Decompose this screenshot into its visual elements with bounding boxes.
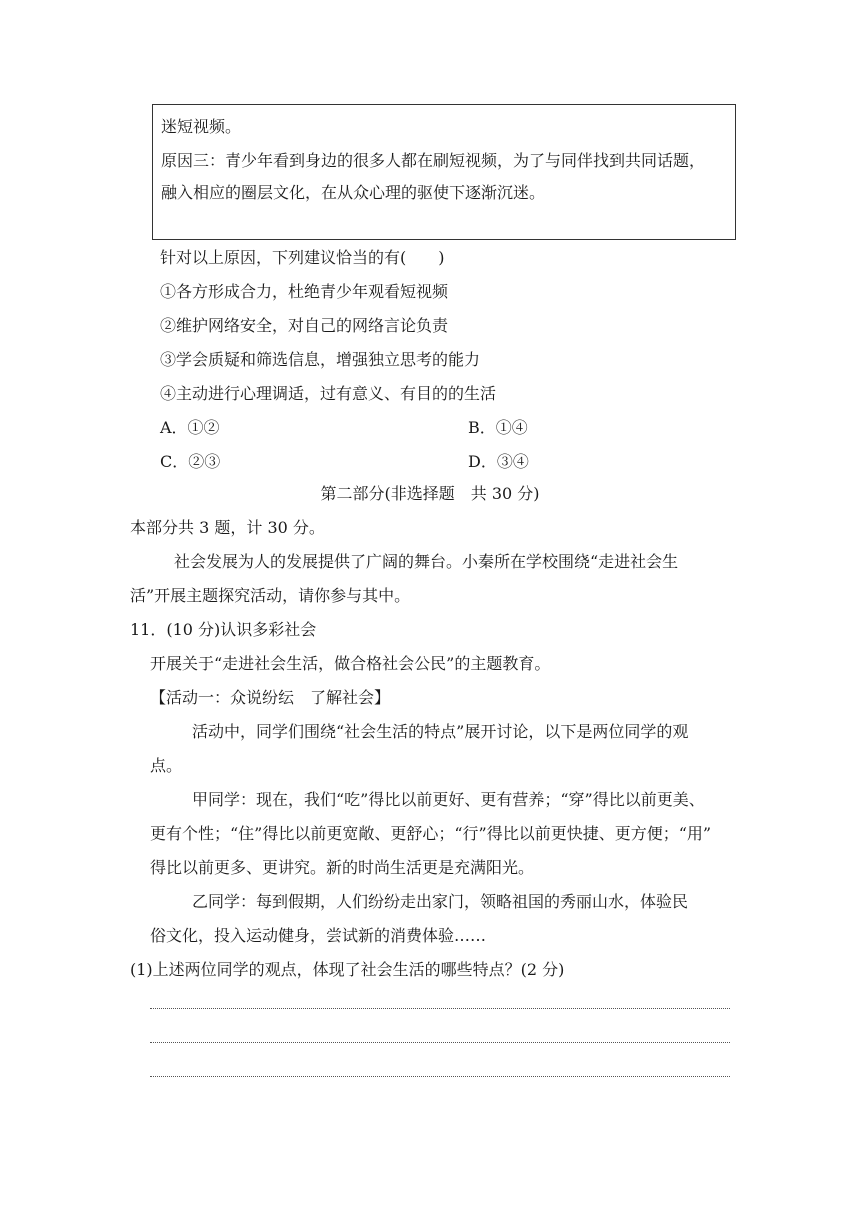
question-10-stem: 针对以上原因，下列建议恰当的有( ) [160,248,445,267]
question-11-intro: 开展关于“走进社会生活，做合格社会公民”的主题教育。 [150,654,551,673]
question-11-title: 11．(10 分)认识多彩社会 [130,620,317,639]
activity-1-heading: 【活动一：众说纷纭 了解社会】 [150,688,391,707]
sub-question-1: (1)上述两位同学的观点，体现了社会生活的哪些特点？(2 分) [130,960,565,979]
lead-line-2: 活”开展主题探究活动，请你参与其中。 [130,586,411,605]
answer-line-1[interactable] [150,1008,730,1009]
part-2-title: 第二部分(非选择题 共 30 分) [320,484,540,503]
activity-desc-line-1: 活动中，同学们围绕“社会生活的特点”展开讨论，以下是两位同学的观 [192,722,689,741]
option-a: A．①② [160,418,220,437]
student-jia-line-2: 更有个性；“住”得比以前更宽敞、更舒心；“行”得比以前更快捷、更方便；“用” [150,824,712,843]
student-yi-line-2: 俗文化，投入运动健身，尝试新的消费体验…… [150,926,487,945]
answer-line-2[interactable] [150,1042,730,1043]
statement-2: ②维护网络安全，对自己的网络言论负责 [160,316,449,335]
answer-line-3[interactable] [150,1076,730,1077]
material-line-2: 原因三：青少年看到身边的很多人都在刷短视频，为了与同伴找到共同话题， [161,151,706,170]
material-line-3: 融入相应的圈层文化，在从众心理的驱使下逐渐沉迷。 [161,183,546,202]
option-c: C．②③ [160,452,221,471]
student-jia-line-3: 得比以前更多、更讲究。新的时尚生活更是充满阳光。 [150,858,535,877]
student-yi-line-1: 乙同学：每到假期，人们纷纷走出家门，领略祖国的秀丽山水，体验民 [192,892,689,911]
statement-3: ③学会质疑和筛选信息，增强独立思考的能力 [160,350,481,369]
option-d: D．③④ [468,452,529,471]
lead-line-1: 社会发展为人的发展提供了广阔的舞台。小秦所在学校围绕“走进社会生 [174,552,679,571]
part-2-intro: 本部分共 3 题，计 30 分。 [130,518,325,537]
activity-desc-line-2: 点。 [150,756,183,775]
statement-1: ①各方形成合力，杜绝青少年观看短视频 [160,282,449,301]
student-jia-line-1: 甲同学：现在，我们“吃”得比以前更好、更有营养；“穿”得比以前更美、 [192,790,705,809]
option-b: B．①④ [468,418,528,437]
material-box [152,104,736,240]
statement-4: ④主动进行心理调适，过有意义、有目的的生活 [160,384,497,403]
material-line-1: 迷短视频。 [161,117,242,136]
